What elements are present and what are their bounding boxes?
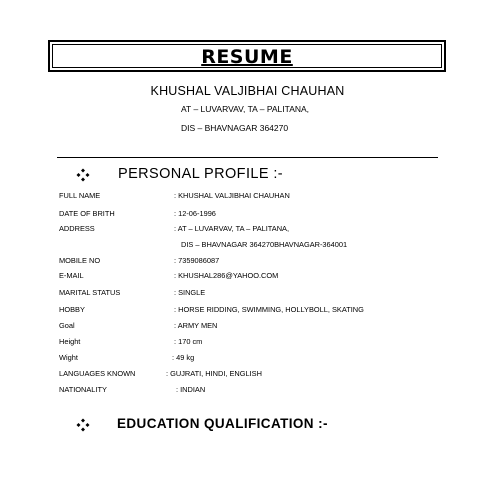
resume-title: RESUME xyxy=(201,46,293,68)
profile-value-address-line2: DIS – BHAVNAGAR 364270BHAVNAGAR-364001 xyxy=(181,240,348,249)
profile-value-goal: : ARMY MEN xyxy=(174,321,218,330)
profile-value-marital-status: : SINGLE xyxy=(174,288,206,297)
header-address-line2: DIS – BHAVNAGAR 364270 xyxy=(181,123,289,133)
profile-label-goal: Goal xyxy=(59,321,75,330)
four-diamond-bullet-icon xyxy=(76,168,90,182)
four-diamond-bullet-icon xyxy=(76,418,90,432)
profile-value-full-name: : KHUSHAL VALJIBHAI CHAUHAN xyxy=(174,191,290,200)
profile-label-mobile: MOBILE NO xyxy=(59,256,101,265)
title-box xyxy=(48,40,446,72)
profile-label-hobby: HOBBY xyxy=(59,305,85,314)
profile-label-marital-status: MARITAL STATUS xyxy=(59,288,121,297)
profile-value-dob: : 12-06-1996 xyxy=(174,209,216,218)
profile-value-weight: : 49 kg xyxy=(172,353,195,362)
header-address-line1: AT – LUVARVAV, TA – PALITANA, xyxy=(181,104,310,114)
profile-label-nationality: NATIONALITY xyxy=(59,385,107,394)
profile-label-weight: Wight xyxy=(59,353,78,362)
profile-value-languages: : GUJRATI, HINDI, ENGLISH xyxy=(166,369,262,378)
profile-value-address: : AT – LUVARVAV, TA – PALITANA, xyxy=(174,224,290,233)
profile-value-height: : 170 cm xyxy=(174,337,203,346)
header-divider xyxy=(57,157,438,158)
title-inner-frame xyxy=(52,44,442,68)
profile-value-mobile: : 7359086087 xyxy=(174,256,220,265)
profile-label-languages: LANGUAGES KNOWN xyxy=(59,369,136,378)
profile-label-dob: DATE OF BRITH xyxy=(59,209,115,218)
header-name: KHUSHAL VALJIBHAI CHAUHAN xyxy=(150,84,345,98)
profile-label-email: E-MAIL xyxy=(59,271,84,280)
personal-profile-heading: PERSONAL PROFILE :- xyxy=(118,166,283,182)
profile-label-height: Height xyxy=(59,337,81,346)
education-heading: EDUCATION QUALIFICATION :- xyxy=(117,416,328,431)
profile-label-address: ADDRESS xyxy=(59,224,95,233)
profile-value-email: : KHUSHAL286@YAHOO.COM xyxy=(174,271,279,280)
profile-label-full-name: FULL NAME xyxy=(59,191,101,200)
profile-value-nationality: : INDIAN xyxy=(176,385,206,394)
profile-value-hobby: : HORSE RIDDING, SWIMMING, HOLLYBOLL, SKATING xyxy=(174,305,364,314)
